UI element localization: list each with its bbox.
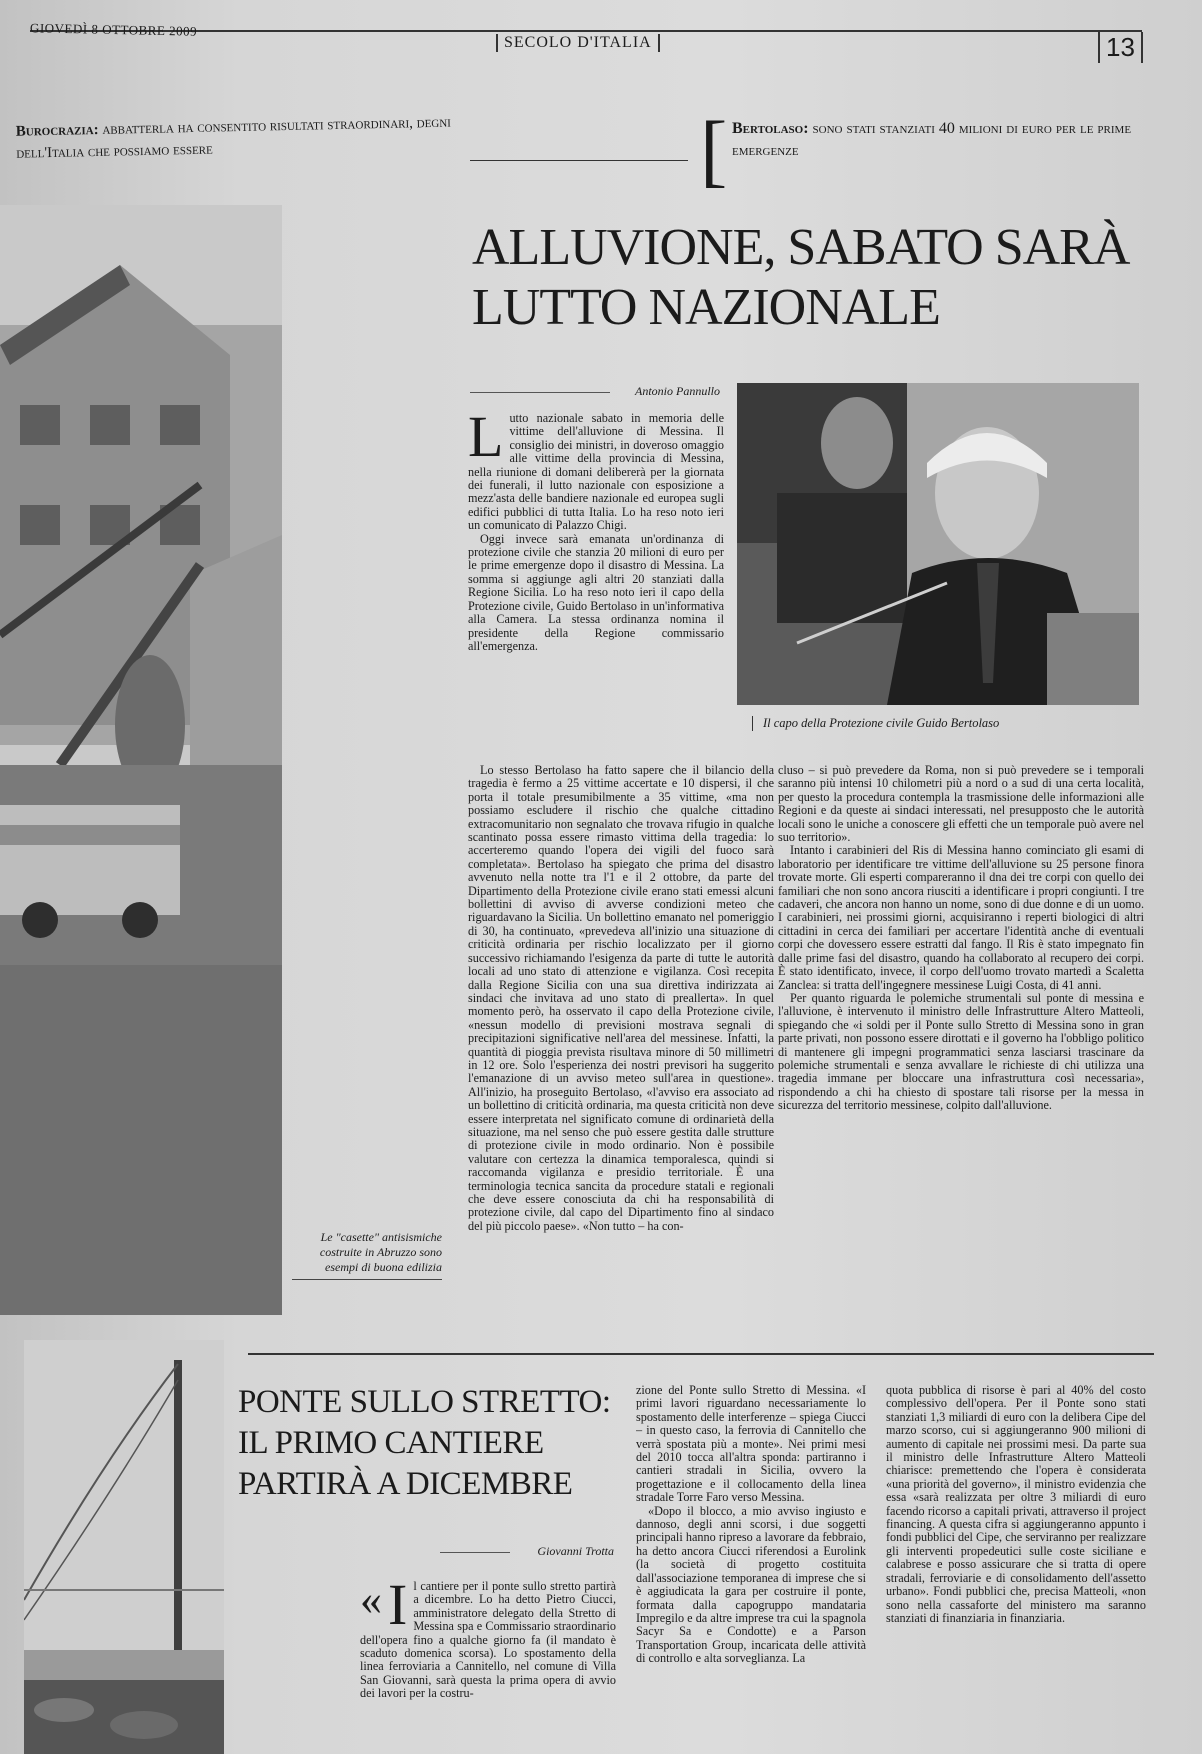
kicker-left: [16, 111, 467, 164]
kicker-right-lead: Bertolaso:: [732, 120, 809, 137]
byline-2: Giovanni Trotta: [537, 1544, 614, 1558]
article-paragraph: l cantiere per il ponte sullo stretto partirà a dicembre. Lo ha detto Pietro Ciucci, amministratore delegato della Stretto di Messina spa e Commissario straordinario dell'opera fino a qualche giorno fa (il mandato è scaduto domenica scorsa). Lo spostamento della linea ferroviaria a Cannitello, nel comune di Villa San Giovanni, sarà questa la prima opera di avvio dei lavori per la costru-: [360, 1580, 616, 1701]
article2-column-2: [636, 1384, 866, 1754]
quote-glyph: «: [360, 1580, 382, 1624]
dropcap: L: [468, 412, 504, 469]
article-paragraph: Oggi invece sarà emanata un'ordinanza di protezione civile che stanzia 20 milioni di euro per le prime emergenze dopo il disastro di Messina. La somma si aggiunge agli altri 20 stanziati dalla Regione Sicilia. Lo ha reso noto ieri il capo della Protezione civile, Guido Bertolaso in un'informativa alla Camera. La stessa ordinanza nomina il presidente della Regione commissario all'emergenza.: [468, 531, 724, 653]
second-headline: PONTE SULLO STRETTO: IL PRIMO CANTIERE PARTIRÀ A DICEMBRE: [238, 1384, 611, 1502]
kicker-bracket: [: [700, 104, 728, 195]
houses-photo-illustration: [0, 205, 282, 1315]
article-column-1: [468, 412, 724, 760]
article-paragraph: cluso – si può prevedere da Roma, non si può prevedere se i temporali saranno più intensi 10 chilometri più a nord o a sud di una certa località, per questo la procedura contempla la trasmissione delle informazioni alle Regioni e da queste ai sindaci interessati, nel presupposto che le autorità locali sono le uniche a conoscere gli effetti che un temporale può avere nel suo territorio».: [778, 764, 1144, 845]
bertolaso-photo: [737, 383, 1139, 705]
main-headline: ALLUVIONE, SABATO SARÀ LUTTO NAZIONALE: [472, 219, 1130, 336]
article-paragraph: utto nazionale sabato in memoria delle vittime dell'alluvione di Messina. Il consiglio dei ministri, in doveroso omaggio alle vittime della provincia di Messina, nella riunione di domani delibererà per la giornata dei funerali, il lutto nazionale con esposizione a mezz'asta delle bandiere nazionale ed europea sugli edifici pubblici di tutta Italia. Lo ha reso noto ieri un comunicato di Palazzo Chigi.: [468, 412, 724, 533]
article-column-2: [778, 764, 1144, 1324]
bertolaso-photo-caption: Il capo della Protezione civile Guido Bertolaso: [752, 716, 1143, 731]
issue-date: GIOVEDÌ 8 OTTOBRE 2009: [29, 20, 198, 39]
bridge-photo-illustration: [24, 1340, 224, 1754]
dropcap-2: I: [388, 1580, 408, 1637]
newspaper-name: SECOLO D'ITALIA: [496, 34, 660, 52]
kicker-left-text: abbatterla ha consentito risultati straordinari, degni dell'Italia che possiamo essere: [16, 114, 452, 162]
kicker-right-text: sono stati stanziati 40 milioni di euro per le prime emergenze: [732, 120, 1132, 159]
bridge-photo: [24, 1340, 224, 1754]
article-paragraph: Per quanto riguarda le polemiche strumentali sul ponte di messina e l'alluvione, è intervenuto il ministro delle Infrastrutture Altero Matteoli, spiegando che «i soldi per il Ponte sullo Stretto di Messina sono in gran parte privati, non possono essere dirottati e il governo ha l'obbligo politico di mantenere gli impegni programmatici senza lasciarsi trascinare da polemiche strumentali e senza avvallare le richieste di chi utilizza una tragedia immane per bloccare una infrastruttura così necessaria», rispondendo a chi ha chiesto di spostare tali risorse per la messa in sicurezza del territorio messinese, colpito dall'alluvione.: [778, 990, 1144, 1113]
article2-column-3: [886, 1384, 1146, 1754]
section-divider: [248, 1353, 1154, 1355]
article-paragraph: zione del Ponte sullo Stretto di Messina. «I primi lavori riguardano necessariamente lo spostamento delle interferenze – spiega Ciucci – in questo caso, la ferrovia di Cannitello che verrà spostata più a monte». Nei primi mesi del 2010 tocca all'altra sponda: partiranno i cantieri stradali in Sicilia, ovvero la progettazione e il collocamento della linea stradale Torre Faro verso Messina.: [636, 1384, 866, 1505]
page-number: 13: [1098, 32, 1143, 63]
byline: Antonio Pannullo: [635, 384, 720, 398]
bertolaso-photo-illustration: [737, 383, 1139, 705]
article-paragraph: Intanto i carabinieri del Ris di Messina hanno cominciato gli esami di laboratorio per identificare tre vittime dell'alluvione su 25 persone finora trovate morte. Gli esperti compareranno il dna dei tre corpi con quello dei familiari che non sono ancora riusciti a identificare i propri congiunti. I tre cadaveri, che ancora non hanno un nome, sono di due donne e di un uomo. I carabinieri, nei prossimi giorni, acquisiranno i reperti biologici di altri cittadini in cerca dei familiari per accertare l'identità anche di eventuali corpi che dovessero essere estratti dal fango. Il Ris è stato impegnato fin dalle prime fasi del disastro, quando ha collaborato al recupero dei corpi. È stato identificato, invece, il corpo dell'uomo trovato martedì a Scaletta Zanclea: si tratta dell'ingegnere messinese Luigi Costa, di 41 anni.: [778, 843, 1144, 992]
article-paragraph: «Dopo il blocco, a mio avviso ingiusto e dannoso, degli anni scorsi, i due soggetti principali hanno ripreso a lavorare da febbraio, ha detto ancora Ciucci riferendosi a Eurolink (la società di progetto costituita dall'associazione temporanea di imprese che si è aggiudicata la gara per costruire il ponte, formata dalla capogruppo mandataria Impregilo e da altre imprese tra cui la spagnola Sacyr Sa e Condotte) e a Parson Transportation Group, incaricata delle attività di controllo e alta sorveglianza. La: [636, 1503, 866, 1666]
article-column-1-continued: [468, 764, 774, 1324]
houses-photo-caption: Le "casette" antisismiche costruite in Abruzzo sono esempi di buona edilizia: [292, 1230, 442, 1280]
article-paragraph: Lo stesso Bertolaso ha fatto sapere che il bilancio della tragedia è fermo a 25 vittime accertate e 10 dispersi, il che porta il totale presumibilmente a 35 vittime, «ma non possiamo escludere il rischio che qualche cittadino extracomunitario non segnalato che trovava rifugio in qualche scantinato possa essere rimasto vittima della tragedia: lo accerteremo quando l'opera dei vigili del fuoco sarà completata». Bertolaso ha spiegato che prima del disastro avvenuto nella notte tra l'1 e il 2 ottobre, da parte del Dipartimento della Protezione civile erano stati emessi alcuni bollettini di avviso di avverse condizioni meteo che riguardavano la Sicilia. Un bollettino emanato nel pomeriggio di 30, ha continuato, «prevedeva all'inizio una situazione di criticità ordinaria per rischio localizzato per il giorno successivo richiamando l'esigenza da parte di tutte le autorità locali ad uno stato di attenzione e vigilanza. Così recepita dalla Regione Sicilia con una sua direttiva indirizzata ai sindaci che invitava ad uno stato di preallerta». In quel momento però, ha osservato il capo della Protezione civile, «nessun modello di previsioni mostrava segnali di precipitazioni significative nell'area del messinese. Infatti, la quantità di pioggia prevista risultava minore di 50 millimetri in 12 ore. Solo l'esperienza dei nostri previsori ha suggerito l'emanazione di un avviso meteo sull'area in questione». All'inizio, ha proseguito Bertolaso, «l'avviso era associato ad un bollettino di criticità ordinaria, ma questa criticità non deve essere interpretata nel significato comune di ordinarietà della situazione, ma nel senso che può essere gestita dalle strutture di protezione civile in modo ordinario. Non è possibile valutare con certezza la dinamica temporalesca, quindi si raccomanda vigilanza e presidio territoriale. È una terminologia tecnica sancita da procedure statali e regionali che deve essere conosciuta da chi ha responsabilità di protezione civile, dal capo del Dipartimento fino al sindaco del più piccolo paese». «Non tutto – ha con-: [468, 764, 774, 1233]
kicker-right: [732, 118, 1152, 162]
article2-column-1: [360, 1580, 616, 1754]
article-paragraph: quota pubblica di risorse è pari al 40% del costo complessivo dell'opera. Per il Ponte sono stati stanziati 1,3 miliardi di euro con la delibera Cipe del marzo scorso, cui si aggiungeranno 900 milioni di aumento di capitale nei prossimi mesi. Da parte sua il ministro delle Infrastrutture Altero Matteoli chiarisce: premettendo che l'opera è considerata «una priorità del governo», il ministro evidenzia che essa «sarà realizzata per oltre 3 miliardi di euro facendo ricorso a capitali privati, attraverso il project financing. A questa cifra si aggiungeranno appunto i fondi pubblici del Cipe, che serviranno per realizzare gli interventi propedeutici sulle coste siciliane e calabrese e posso assicurare che si tratta di opere stradali, ferroviarie e di consolidamento dell'assetto urbano». Fondi pubblici che, precisa Matteoli, «non sono nella cassaforte del ministero ma saranno stanziati di finanziaria in finanziaria.: [886, 1384, 1146, 1625]
kicker-rule: [470, 160, 688, 161]
houses-photo: [0, 205, 282, 1315]
kicker-left-lead: Burocrazia:: [15, 121, 99, 140]
